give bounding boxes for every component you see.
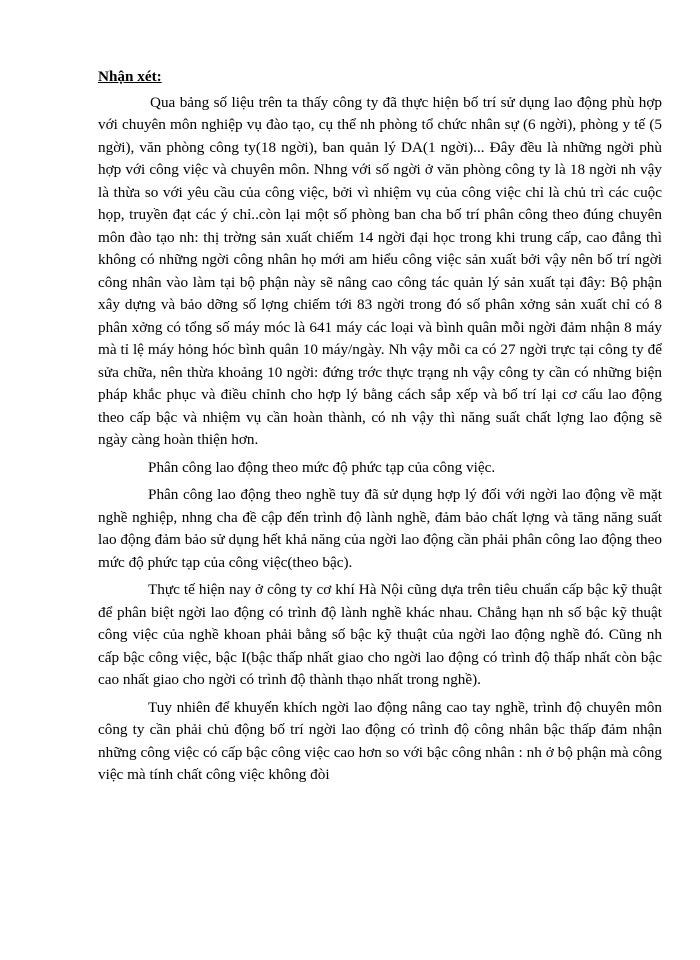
paragraph-encouragement: Tuy nhiên để khuyến khích ngời lao động nâng cao tay nghề, trình độ chuyên môn công ty cần phải chủ động bố trí ngời lao động có trình độ công nhân bậc thấp đảm nhận những công việc có cấp bậc công việc cao hơn so với bậc công nhân : nh ở bộ phận mà công việc mà tính chất công việc không đòi	[98, 698, 662, 783]
paragraph-division-by-trade: Phân công lao động theo nghề tuy đã sử dụng hợp lý đối với ngời lao động về mặt nghề nghiệp, nhng cha đề cập đến trình độ lành nghề, đảm bảo chất lợng và tăng năng suất lao động đảm bảo sử dụng hết khả năng của ngời lao động cần phải phân công lao động theo mức độ phức tạp của công việc(theo bậc).	[98, 486, 662, 571]
paragraph-current-practice: Thực tế hiện nay ở công ty cơ khí Hà Nội cũng dựa trên tiêu chuẩn cấp bậc kỹ thuật để phân biệt ngời lao động có trình độ lành nghề khác nhau. Chẳng hạn nh số bậc kỹ thuật công việc của nghề khoan phải bằng số bậc kỹ thuật của ngời lao động nghề đó. Cũng nh cấp bậc công việc, bậc I(bậc thấp nhất giao cho ngời lao động có trình độ thấp nhất còn bậc cao nhất giao cho ngời có trình độ thành thạo nhất trong nghề).	[98, 581, 662, 688]
document-body	[98, 66, 662, 792]
paragraph-subheading: Phân công lao động theo mức độ phức tạp của công việc.	[148, 458, 496, 476]
section-heading: Nhận xét:	[98, 68, 162, 85]
paragraph-observation: Qua bảng số liệu trên ta thấy công ty đã thực hiện bố trí sử dụng lao động phù hợp với chuyên môn nghiệp vụ đào tạo, cụ thể nh phòng tổ chức nhân sự (6 ngời), phòng y tế (5 ngời), văn phòng công ty(18 ngời), ban quản lý DA(1 ngời)... Đây đều là những ngời phù hợp với công việc và chuyên môn. Nhng với số ngời ở văn phòng công ty là 18 ngời nh vậy là thừa so với yêu cầu của công việc, bởi vì nhiệm vụ của công việc chỉ là chủ trì các cuộc họp, truyền đạt các ý chỉ..còn lại một số phòng ban cha bố trí phân công theo đúng chuyên môn đào tạo nh: thị trờng sản xuất chiếm 14 ngời đại học trong khi trung cấp, cao đẳng thì không có những ngời công nhân họ mới am hiểu công việc sản xuất bởi vậy nên bố trí ngời công nhân vào làm tại bộ phận này sẽ nâng cao công tác quản lý sản xuất tại đây: Bộ phận xây dựng và bảo dỡng số lợng chiếm tới 83 ngời trong đó số phân xởng sản xuất chỉ có 8 phân xởng có tổng số máy móc là 641 máy các loại và bình quân mỗi ngời đảm nhận 8 máy mà tỉ lệ máy hỏng hóc bình quân 10 máy/ngày. Nh vậy mỗi ca có 27 ngời trực tại công ty để sửa chữa, nên thừa khoảng 10 ngời: đứng trớc thực trạng nh vậy công ty cần có những biện pháp khắc phục và điều chỉnh cho hợp lý bằng cách sắp xếp và bố trí lại cơ cấu lao động theo cấp bậc và nhiệm vụ cần hoàn thành, có nh vậy thì năng suất chất lợng lao động sẽ ngày càng hoàn thiện hơn.	[98, 93, 662, 448]
